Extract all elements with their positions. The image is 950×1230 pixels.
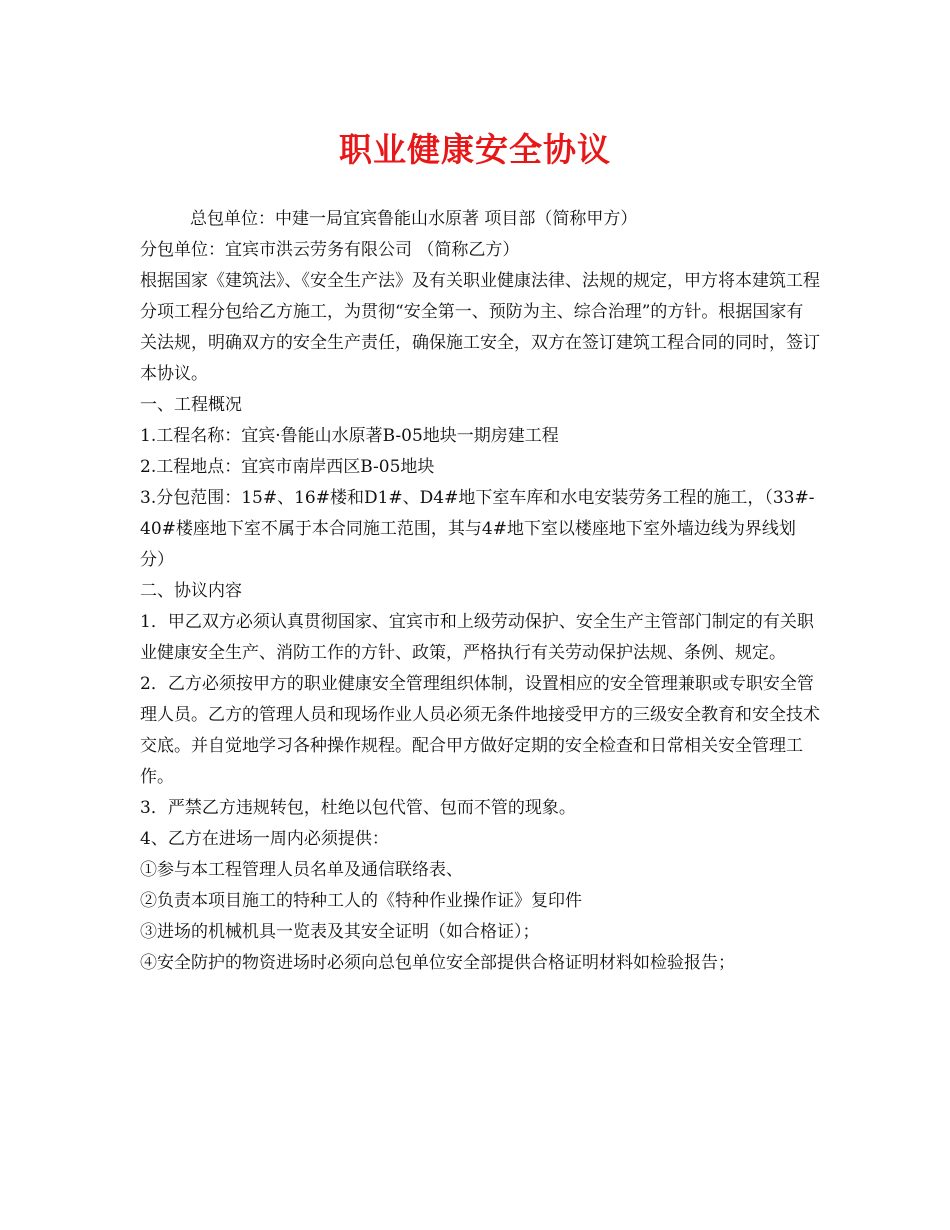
general-contractor-line: 总包单位：中建一局宜宾鲁能山水原著 项目部（简称甲方） [190,209,638,229]
clause-4-heading: 4、乙方在进场一周内必须提供： [140,829,389,849]
clause-3-paragraph: 3．严禁乙方违规转包，杜绝以包代管、包而不管的现象。 [140,798,576,818]
section-heading-agreement: 二、协议内容 [140,581,242,601]
subcontract-scope-paragraph: 3.分包范围：15#、16#楼和D1#、D4#地下室车库和水电安装劳务工程的施工，（33#-40#楼座地下室不属于本合同施工范围，其与4#地下室以楼座地下室外墙边线为界线划分） [140,488,815,570]
clause-1-paragraph: 1．甲乙双方必须认真贯彻国家、宜宾市和上级劳动保护、安全生产主管部门制定的有关职业健康安全生产、消防工作的方针、政策，严格执行有关劳动保护法规、条例、规定。 [140,612,814,663]
project-name-line: 1.工程名称：宜宾·鲁能山水原著B-05地块一期房建工程 [140,426,559,446]
section-heading-overview: 一、工程概况 [140,395,242,415]
list-item-2: ②负责本项目施工的特种工人的《特种作业操作证》复印件 [140,891,582,911]
document-title: 职业健康安全协议 [339,130,611,169]
clause-2-paragraph: 2．乙方必须按甲方的职业健康安全管理组织体制，设置相应的安全管理兼职或专职安全管理人员。乙方的管理人员和现场作业人员必须无条件地接受甲方的三级安全教育和安全技术交底。并自觉地学习各种操作规程。配合甲方做好定期的安全检查和日常相关安全管理工作。 [140,674,820,787]
preamble-paragraph: 根据国家《建筑法》、《安全生产法》及有关职业健康法律、法规的规定，甲方将本建筑工程分项工程分包给乙方施工，为贯彻“安全第一、预防为主、综合治理”的方针。根据国家有关法规，明确双方的安全生产责任，确保施工安全，双方在签订建筑工程合同的同时，签订本协议。 [140,271,820,384]
project-location-line: 2.工程地点：宜宾市南岸西区B-05地块 [140,457,435,477]
subcontractor-line: 分包单位：宜宾市洪云劳务有限公司 （简称乙方） [140,240,520,260]
list-item-4: ④安全防护的物资进场时必须向总包单位安全部提供合格证明材料如检验报告； [140,953,735,973]
list-item-3: ③进场的机械机具一览表及其安全证明（如合格证）； [140,922,540,942]
document-body [140,204,820,979]
list-item-1: ①参与本工程管理人员名单及通信联络表、 [140,860,463,880]
